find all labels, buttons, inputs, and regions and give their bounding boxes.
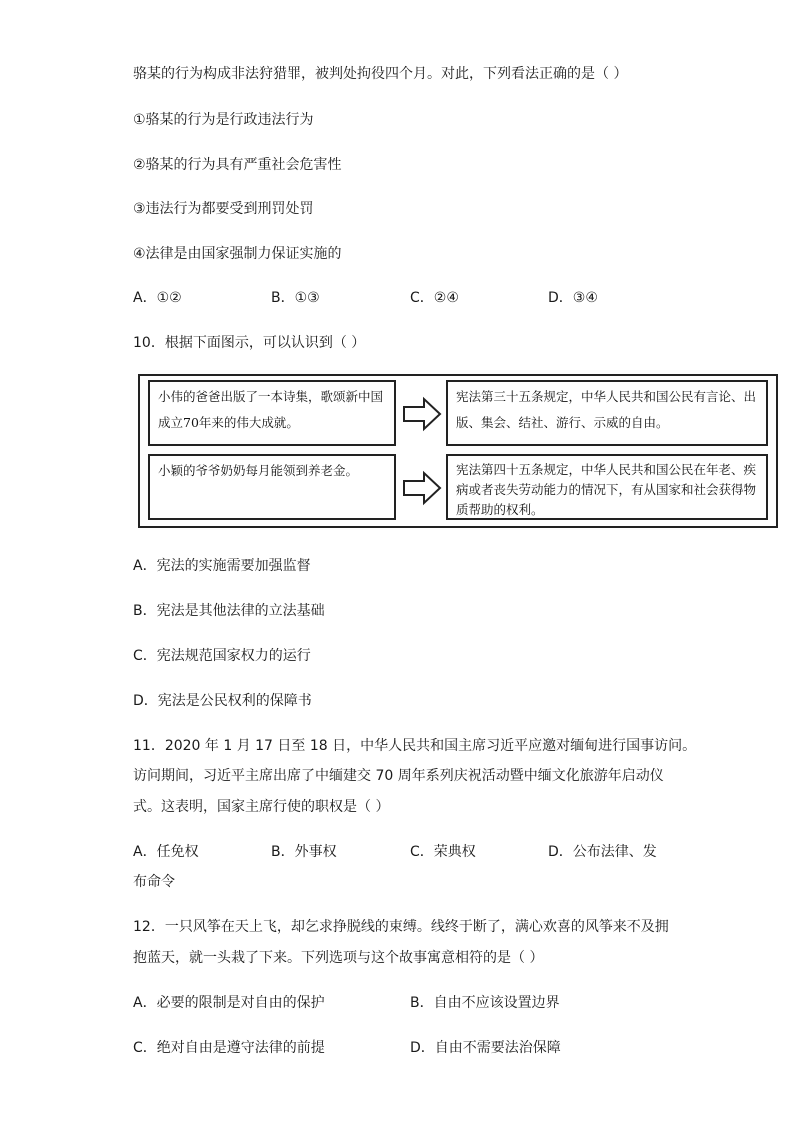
q12-stem-line-1: 12．一只风筝在天上飞，却乞求挣脱线的束缚。线终于断了，满心欢喜的风筝来不及拥 <box>133 919 669 935</box>
q11-stem-line-3: 式。这表明，国家主席行使的职权是（ ） <box>133 799 390 815</box>
q11-option-c[interactable]: C．荣典权 <box>410 844 476 860</box>
q9-statement-3: ③违法行为都要受到刑罚处罚 <box>133 201 314 217</box>
q12-stem-line-2: 抱蓝天，就一头栽了下来。下列选项与这个故事寓意相符的是（ ） <box>133 950 544 966</box>
q9-statement-1: ①骆某的行为是行政违法行为 <box>133 112 314 128</box>
q11-option-d[interactable]: D．公布法律、发 <box>548 844 657 860</box>
q11-option-d-wrap[interactable]: 布命令 <box>133 874 175 890</box>
q9-statement-2: ②骆某的行为具有严重社会危害性 <box>133 157 342 173</box>
arrow-right-icon <box>402 470 442 506</box>
figure-box-poetry-example: 小伟的爸爸出版了一本诗集，歌颂新中国成立70年来的伟大成就。 <box>148 380 396 446</box>
q9-statement-4: ④法律是由国家强制力保证实施的 <box>133 246 342 262</box>
q12-option-b[interactable]: B．自由不应该设置边界 <box>410 995 560 1011</box>
figure-box-article-35: 宪法第三十五条规定，中华人民共和国公民有言论、出版、集会、结社、游行、示威的自由。 <box>446 380 768 446</box>
q9-stem-tail: 骆某的行为构成非法狩猎罪，被判处拘役四个月。对此，下列看法正确的是（ ） <box>133 66 628 82</box>
q10-option-b[interactable]: B．宪法是其他法律的立法基础 <box>133 603 325 619</box>
q11-option-a[interactable]: A．任免权 <box>133 844 199 860</box>
q10-stem: 10．根据下面图示，可以认识到（ ） <box>133 335 366 351</box>
q9-option-a[interactable]: A．①② <box>133 290 182 306</box>
q11-stem-line-2: 访问期间，习近平主席出席了中缅建交 70 周年系列庆祝活动暨中缅文化旅游年启动仪 <box>133 768 664 784</box>
q9-option-c[interactable]: C．②④ <box>410 290 459 306</box>
q9-option-b[interactable]: B．①③ <box>271 290 320 306</box>
q11-option-b[interactable]: B．外事权 <box>271 844 337 860</box>
q11-stem-line-1: 11．2020 年 1 月 17 日至 18 日，中华人民共和国主席习近平应邀对缅甸进行国事访问。 <box>133 738 697 754</box>
figure-box-pension-example: 小颖的爷爷奶奶每月能领到养老金。 <box>148 454 396 520</box>
q10-figure <box>138 374 778 528</box>
q10-option-d[interactable]: D．宪法是公民权利的保障书 <box>133 693 312 709</box>
q10-option-c[interactable]: C．宪法规范国家权力的运行 <box>133 648 311 664</box>
q12-option-d[interactable]: D．自由不需要法治保障 <box>410 1040 561 1056</box>
figure-box-article-45: 宪法第四十五条规定，中华人民共和国公民在年老、疾病或者丧失劳动能力的情况下，有从国家和社会获得物质帮助的权利。 <box>446 454 768 520</box>
q10-option-a[interactable]: A．宪法的实施需要加强监督 <box>133 558 311 574</box>
arrow-right-icon <box>402 396 442 432</box>
q9-option-d[interactable]: D．③④ <box>548 290 598 306</box>
q12-option-a[interactable]: A．必要的限制是对自由的保护 <box>133 995 325 1011</box>
q12-option-c[interactable]: C．绝对自由是遵守法律的前提 <box>133 1040 325 1056</box>
